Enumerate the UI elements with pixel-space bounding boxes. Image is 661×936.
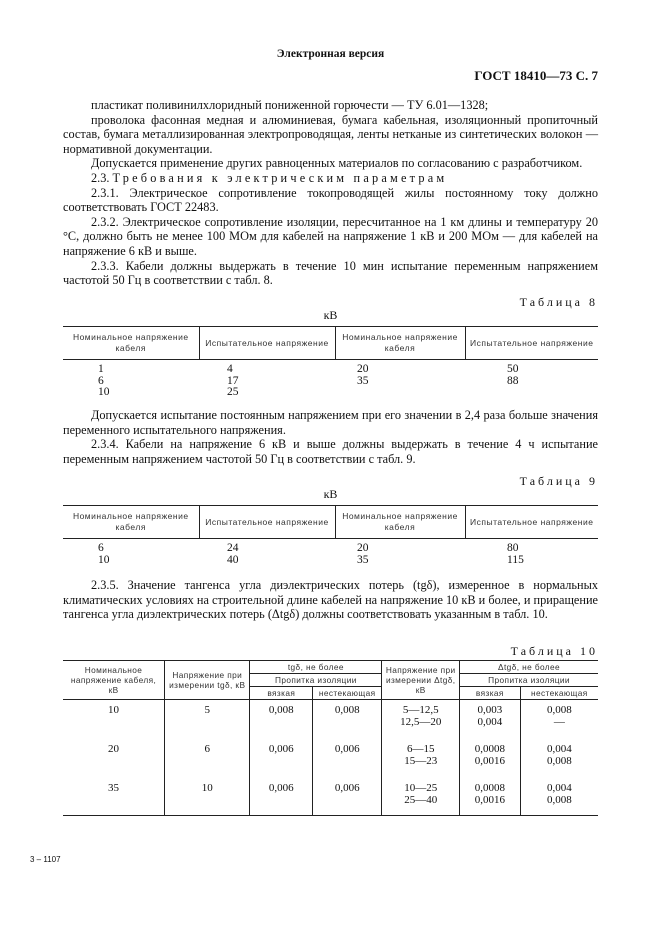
table10-header-nonflowing-2: нестекающая [520, 687, 598, 700]
table10-header-viscous-2: вязкая [460, 687, 521, 700]
table9-col1: 6 10 [98, 542, 110, 566]
table8-col1: 1 6 10 [98, 363, 110, 398]
table10-header-measure-tg: Напряжение при измерении tgδ, кВ [165, 661, 250, 700]
paragraph-2-3-1: 2.3.1. Электрическое сопротивление токопроводящей жилы постоянному току должно соответствовать ГОСТ 22483. [63, 185, 598, 215]
cell-nominal: 20 [63, 739, 165, 778]
cell-tg-viscous: 0,006 [250, 778, 313, 816]
cell-dtg-viscous: 0,003 0,004 [460, 700, 521, 740]
table9-col3: 20 35 [357, 542, 369, 566]
cell-tg-nonflowing: 0,006 [313, 778, 382, 816]
standard-page-number: ГОСТ 18410—73 С. 7 [474, 68, 598, 83]
table8-col3: 20 35 [357, 363, 369, 387]
cell-tg-viscous: 0,006 [250, 739, 313, 778]
paragraph-plastic: пластикат поливинилхлоридный пониженной горючести — ТУ 6.01—1328; [91, 98, 489, 112]
section-number: 2.3. [91, 170, 110, 185]
table-10 [63, 660, 598, 816]
table9-unit: кВ [323, 487, 338, 501]
text-block-2 [63, 408, 598, 466]
paragraph-2-3-3: 2.3.3. Кабели должны выдержать в течение 10 мин испытание переменным напряжением частотой 50 Гц в соответствии с табл. 8. [63, 258, 598, 288]
section-title: Требования к электрическим параметрам [112, 170, 448, 185]
cell-measure-dtg: 6—15 15—23 [382, 739, 460, 778]
paragraph-dc-test: Допускается испытание постоянным напряжением при его значении в 2,4 раза больше значения переменного испытательного напряжения. [63, 408, 598, 437]
table9-header-nominal-2: Номинальное напряжение кабеля [335, 506, 465, 539]
paragraph-wire: проволока фасонная медная и алюминиевая, бумага кабельная, изоляционный пропиточный состав, бумага металлизированная электропроводящая, ленты нетканые из синтетических волокон — нормативной документации. [63, 112, 598, 156]
paragraph-2-3-2: 2.3.2. Электрическое сопротивление изоляции, пересчитанное на 1 км длины и температуру 20 °С, должно быть не менее 100 МОм для кабелей на напряжение 1 кВ и 200 МОм — для кабелей на напряжение 6 кВ и выше. [63, 214, 598, 258]
print-order-number: 3 – 1107 [30, 855, 61, 864]
cell-nominal: 35 [63, 778, 165, 816]
cell-measure-tg: 10 [165, 778, 250, 816]
table9-header-nominal: Номинальное напряжение кабеля [63, 506, 199, 539]
table8-col4: 50 88 [507, 363, 519, 387]
cell-dtg-nonflowing: 0,004 0,008 [520, 778, 598, 816]
cell-dtg-nonflowing: 0,004 0,008 [520, 739, 598, 778]
table8-unit: кВ [323, 308, 338, 322]
table8-header-test-2: Испытательное напряжение [465, 327, 598, 360]
table10-header-viscous: вязкая [250, 687, 313, 700]
table8-caption: Таблица 8 [519, 295, 598, 309]
paragraph-2-3-4: 2.3.4. Кабели на напряжение 6 кВ и выше должны выдержать в течение 4 ч испытание переменным напряжением частотой 50 Гц в соответствии с табл. 9. [63, 437, 598, 466]
table10-header-impregnation: Пропитка изоляции [250, 674, 382, 687]
table-row [63, 700, 598, 740]
electronic-version-label: Электронная версия [276, 48, 385, 60]
table-9 [63, 505, 598, 574]
table10-header-dtg: Δtgδ, не более [460, 661, 598, 674]
paragraph-2-3-5: 2.3.5. Значение тангенса угла диэлектрических потерь (tgδ), измеренное в нормальных климатических условиях на строительной длине кабелей на напряжение 10 кВ и более, и приращение тангенса угла диэлектрических потерь (Δtgδ) должны соответствовать указанным в табл. 10. [63, 578, 598, 622]
table9-header-test: Испытательное напряжение [199, 506, 335, 539]
text-block-3 [63, 578, 598, 622]
table-row [63, 778, 598, 816]
cell-tg-nonflowing: 0,008 [313, 700, 382, 740]
table9-header-test-2: Испытательное напряжение [465, 506, 598, 539]
table8-header-test: Испытательное напряжение [199, 327, 335, 360]
paragraph-alternatives: Допускается применение других равноценных материалов по согласованию с разработчиком. [91, 156, 583, 171]
cell-dtg-nonflowing: 0,008 — [520, 700, 598, 740]
table9-caption: Таблица 9 [519, 474, 598, 488]
cell-measure-tg: 6 [165, 739, 250, 778]
table8-header-nominal-2: Номинальное напряжение кабеля [335, 327, 465, 360]
table10-header-tg: tgδ, не более [250, 661, 382, 674]
table9-col4: 80 115 [507, 542, 524, 566]
table8-header-nominal: Номинальное напряжение кабеля [63, 327, 199, 360]
cell-nominal: 10 [63, 700, 165, 740]
cell-dtg-viscous: 0,0008 0,0016 [460, 778, 521, 816]
cell-tg-nonflowing: 0,006 [313, 739, 382, 778]
table-row [63, 739, 598, 778]
table10-caption: Таблица 10 [510, 644, 598, 658]
table10-header-nominal: Номинальное напряжение кабеля, кВ [63, 661, 165, 700]
section-heading-2-3 [63, 171, 598, 186]
table9-col2: 24 40 [227, 542, 239, 566]
cell-tg-viscous: 0,008 [250, 700, 313, 740]
cell-measure-dtg: 10—25 25—40 [382, 778, 460, 816]
cell-measure-dtg: 5—12,5 12,5—20 [382, 700, 460, 740]
table10-header-nonflowing: нестекающая [313, 687, 382, 700]
table10-header-measure-dtg: Напряжение при измерении Δtgδ, кВ [382, 661, 460, 700]
table10-header-impregnation-2: Пропитка изоляции [460, 674, 598, 687]
cell-dtg-viscous: 0,0008 0,0016 [460, 739, 521, 778]
table8-col2: 4 17 25 [227, 363, 239, 398]
table-8 [63, 326, 598, 405]
text-block-1 [63, 98, 598, 288]
cell-measure-tg: 5 [165, 700, 250, 740]
